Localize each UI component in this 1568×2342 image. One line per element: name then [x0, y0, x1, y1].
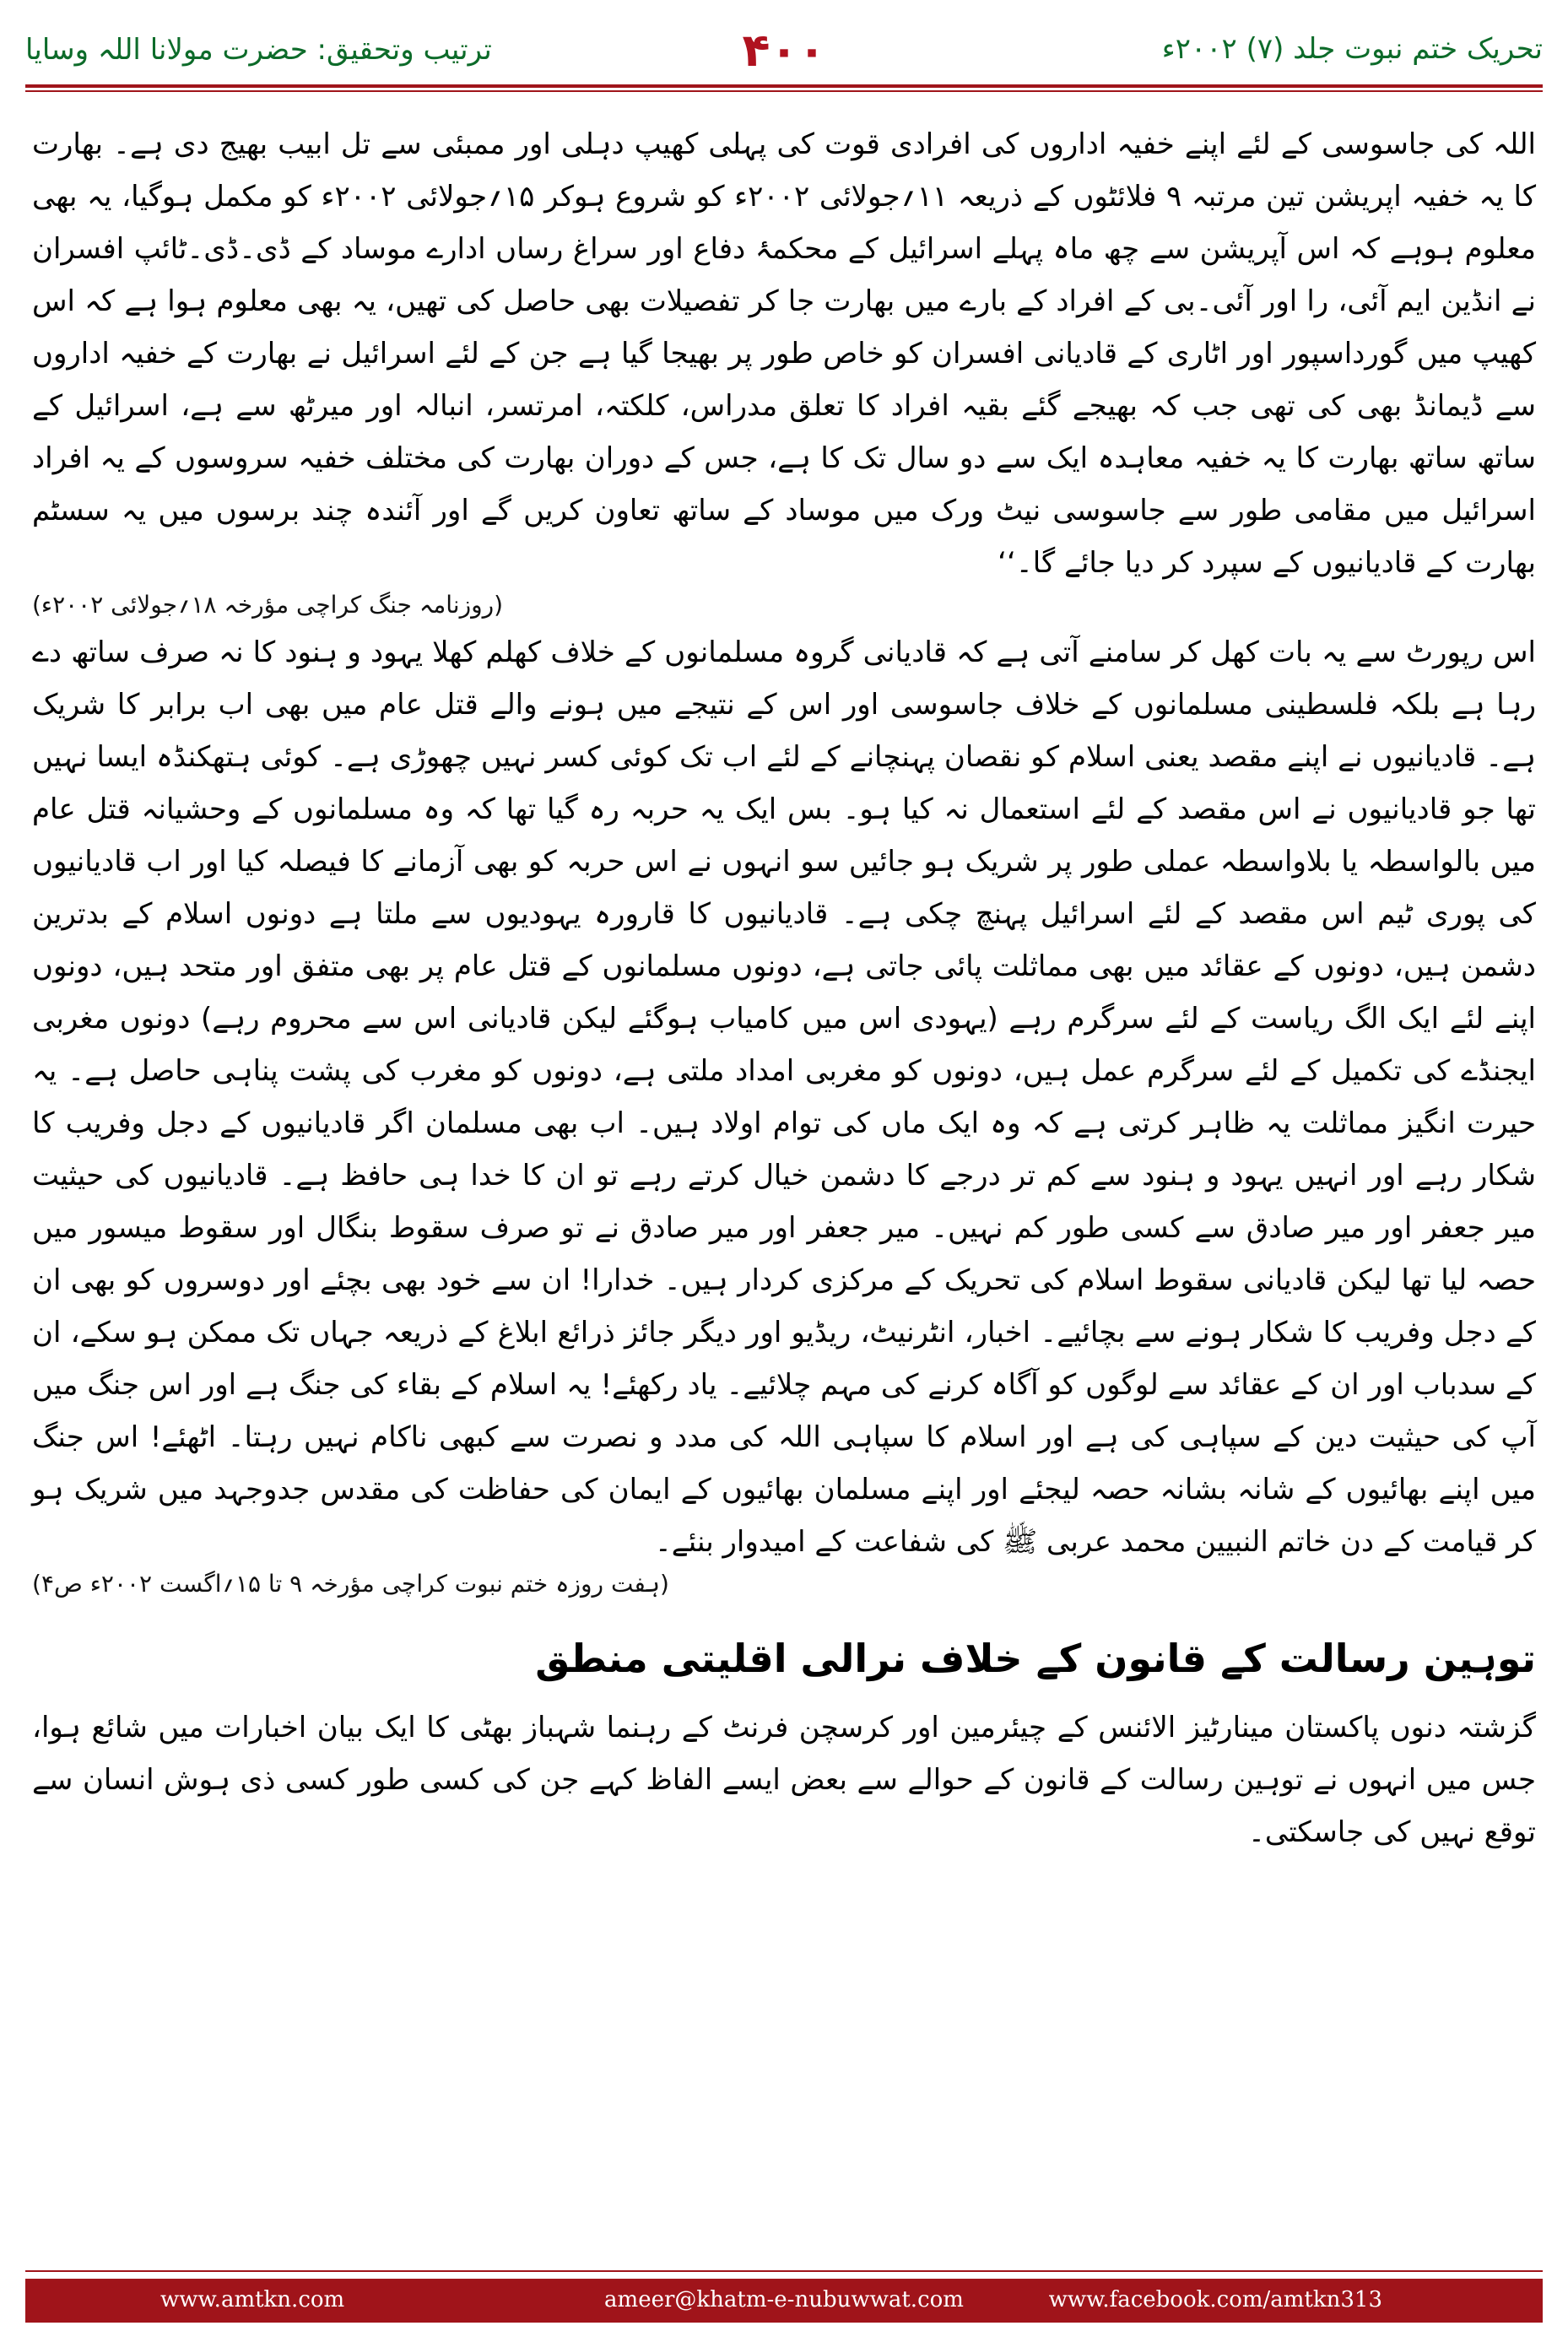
paragraph-2: اس رپورٹ سے یہ بات کھل کر سامنے آتی ہے کہ قادیانی گروہ مسلمانوں کے خلاف کھلم کھلا یہود و ہنود کا نہ صرف ساتھ دے رہا ہے بلکہ فلسطینی مسلمانوں کے خلاف جاسوسی اور اس کے نتیجے میں ہونے والے قتل عام میں بھی اب برابر کا شریک ہے۔ قادیانیوں نے اپنے مقصد یعنی اسلام کو نقصان پہنچانے کے لئے اب تک کوئی کسر نہیں چھوڑی ہے۔ کوئی ہتھکنڈہ ایسا نہیں تھا جو قادیانیوں نے اس مقصد کے لئے استعمال نہ کیا ہو۔ بس ایک یہ حربہ رہ گیا تھا کہ وہ مسلمانوں کے وحشیانہ قتل عام میں بالواسطہ یا بلاواسطہ عملی طور پر شریک ہو جائیں سو انہوں نے اس حربہ کو بھی آزمانے کا فیصلہ کیا اور اب قادیانیوں کی پوری ٹیم اس مقصد کے لئے اسرائیل پہنچ چکی ہے۔ قادیانیوں کا قارورہ یہودیوں سے ملتا ہے دونوں اسلام کے بدترین دشمن ہیں، دونوں کے عقائد میں بھی مماثلت پائی جاتی ہے، دونوں مسلمانوں کے قتل عام پر بھی متفق اور متحد ہیں، دونوں اپنے لئے ایک الگ ریاست کے لئے سرگرم رہے (یہودی اس میں کامیاب ہوگئے لیکن قادیانی اس سے محروم رہے) دونوں مغربی ایجنڈے کی تکمیل کے لئے سرگرم عمل ہیں، دونوں کو مغربی امداد ملتی ہے، دونوں کو مغرب کی پشت پناہی حاصل ہے۔ یہ حیرت انگیز مماثلت یہ ظاہر کرتی ہے کہ وہ ایک ماں کی توام اولاد ہیں۔ اب بھی مسلمان اگر قادیانیوں کے دجل وفریب کا شکار رہے اور انہیں یہود و ہنود سے کم تر درجے کا دشمن خیال کرتے رہے تو ان کا خدا ہی حافظ ہے۔ قادیانیوں کی حیثیت میر جعفر اور میر صادق سے کسی طور کم نہیں۔ میر جعفر اور میر صادق نے تو صرف سقوط بنگال اور سقوط میسور میں حصہ لیا تھا لیکن قادیانی سقوط اسلام کی تحریک کے مرکزی کردار ہیں۔ خدارا! ان سے خود بھی بچئے اور دوسروں کو بھی ان کے دجل وفریب کا شکار ہونے سے بچائیے۔ اخبار، انٹرنیٹ، ریڈیو اور دیگر جائز ذرائع ابلاغ کے ذریعہ جہاں تک ممکن ہو سکے، ان کے سدباب اور ان کے عقائد سے لوگوں کو آگاہ کرنے کی مہم چلائیے۔ یاد رکھئے! یہ اسلام کے بقاء کی جنگ ہے اور اس جنگ میں آپ کی حیثیت دین کے سپاہی کی ہے اور اسلام کا سپاہی اللہ کی مدد و نصرت سے کبھی ناکام نہیں رہتا۔ اٹھئے! اس جنگ میں اپنے بھائیوں کے شانہ بشانہ حصہ لیجئے اور اپنے مسلمان بھائیوں کے ایمان کی حفاظت کی مقدس جدوجہد میں شریک ہو کر قیامت کے دن خاتم النبیین محمد عربی ﷺ کی شفاعت کے امیدوار بنئے۔	[32, 636, 1536, 1559]
header-divider	[25, 84, 1543, 88]
email-link[interactable]: ameer@khatm-e-nubuwwat.com	[604, 2287, 964, 2312]
paragraph-1: اللہ کی جاسوسی کے لئے اپنے خفیہ اداروں کی افرادی قوت کی پہلی کھیپ دہلی اور ممبئی سے تل ابیب بھیج دی ہے۔ بھارت کا یہ خفیہ اپریشن تین مرتبہ ۹ فلائٹوں کے ذریعہ ۱۱؍جولائی ۲۰۰۲ء کو شروع ہوکر ۱۵؍جولائی ۲۰۰۲ء کو مکمل ہوگیا، یہ بھی معلوم ہوہے کہ اس آپریشن سے چھ ماہ پہلے اسرائیل کے محکمۂ دفاع اور سراغ رساں ادارے موساد کے ڈی۔ڈی۔ٹائپ افسران نے انڈین ایم آئی، را اور آئی۔بی کے افراد کے بارے میں بھارت جا کر تفصیلات بھی حاصل کی تھیں، یہ بھی معلوم ہوا ہے کہ اس کھیپ میں گورداسپور اور اٹاری کے قادیانی افسران کو خاص طور پر بھیجا گیا ہے جن کے لئے اسرائیل نے بھارت کے خفیہ اداروں سے ڈیمانڈ بھی کی تھی جب کہ بھیجے گئے بقیہ افراد کا تعلق مدراس، کلکتہ، امرتسر، انبالہ اور میرٹھ سے ہے، اسرائیل کے ساتھ ساتھ بھارت کا یہ خفیہ معاہدہ ایک سے دو سال تک کا ہے، جس کے دوران بھارت کی مختلف خفیہ سروسوں کے یہ افراد اسرائیل میں مقامی طور سے جاسوسی نیٹ ورک میں موساد کے ساتھ تعاون کریں گے اور آئندہ چند برسوں میں یہ سسٹم بھارت کے قادیانیوں کے سپرد کر دیا جائے گا۔‘‘	[32, 127, 1537, 580]
page-number: ۴۰۰	[742, 24, 826, 77]
header-divider-thin	[25, 90, 1543, 92]
section-heading: توہین رسالت کے قانون کے خلاف نرالی اقلیتی منطق	[535, 1636, 1536, 1681]
citation-2: (ہفت روزہ ختم نبوت کراچی مؤرخہ ۹ تا ۱۵؍اگست ۲۰۰۲ء ص۴)	[32, 1570, 669, 1598]
book-title: تحریک ختم نبوت جلد (۷) ۲۰۰۲ء	[1161, 32, 1543, 66]
website-link[interactable]: www.amtkn.com	[160, 2287, 345, 2312]
page-footer	[25, 2279, 1543, 2323]
facebook-link[interactable]: www.facebook.com/amtkn313	[1048, 2287, 1382, 2312]
paragraph-3: گزشتہ دنوں پاکستان مینارٹیز الائنس کے چیئرمین اور کرسچن فرنٹ کے رہنما شہباز بھٹی کا ایک بیان اخبارات میں شائع ہوا، جس میں انہوں نے توہین رسالت کے قانون کے حوالے سے بعض ایسے الفاظ کہے جن کی کسی طور کسی ذی ہوش انسان سے توقع نہیں کی جاسکتی۔	[32, 1711, 1536, 1849]
compiler-credit: ترتیب وتحقیق: حضرت مولانا اللہ وسایا	[25, 33, 492, 67]
footer-divider	[25, 2270, 1543, 2272]
article-body	[32, 118, 1536, 1858]
page-header	[25, 24, 1543, 77]
citation-1: (روزنامہ جنگ کراچی مؤرخہ ۱۸؍جولائی ۲۰۰۲ء)	[32, 591, 504, 619]
